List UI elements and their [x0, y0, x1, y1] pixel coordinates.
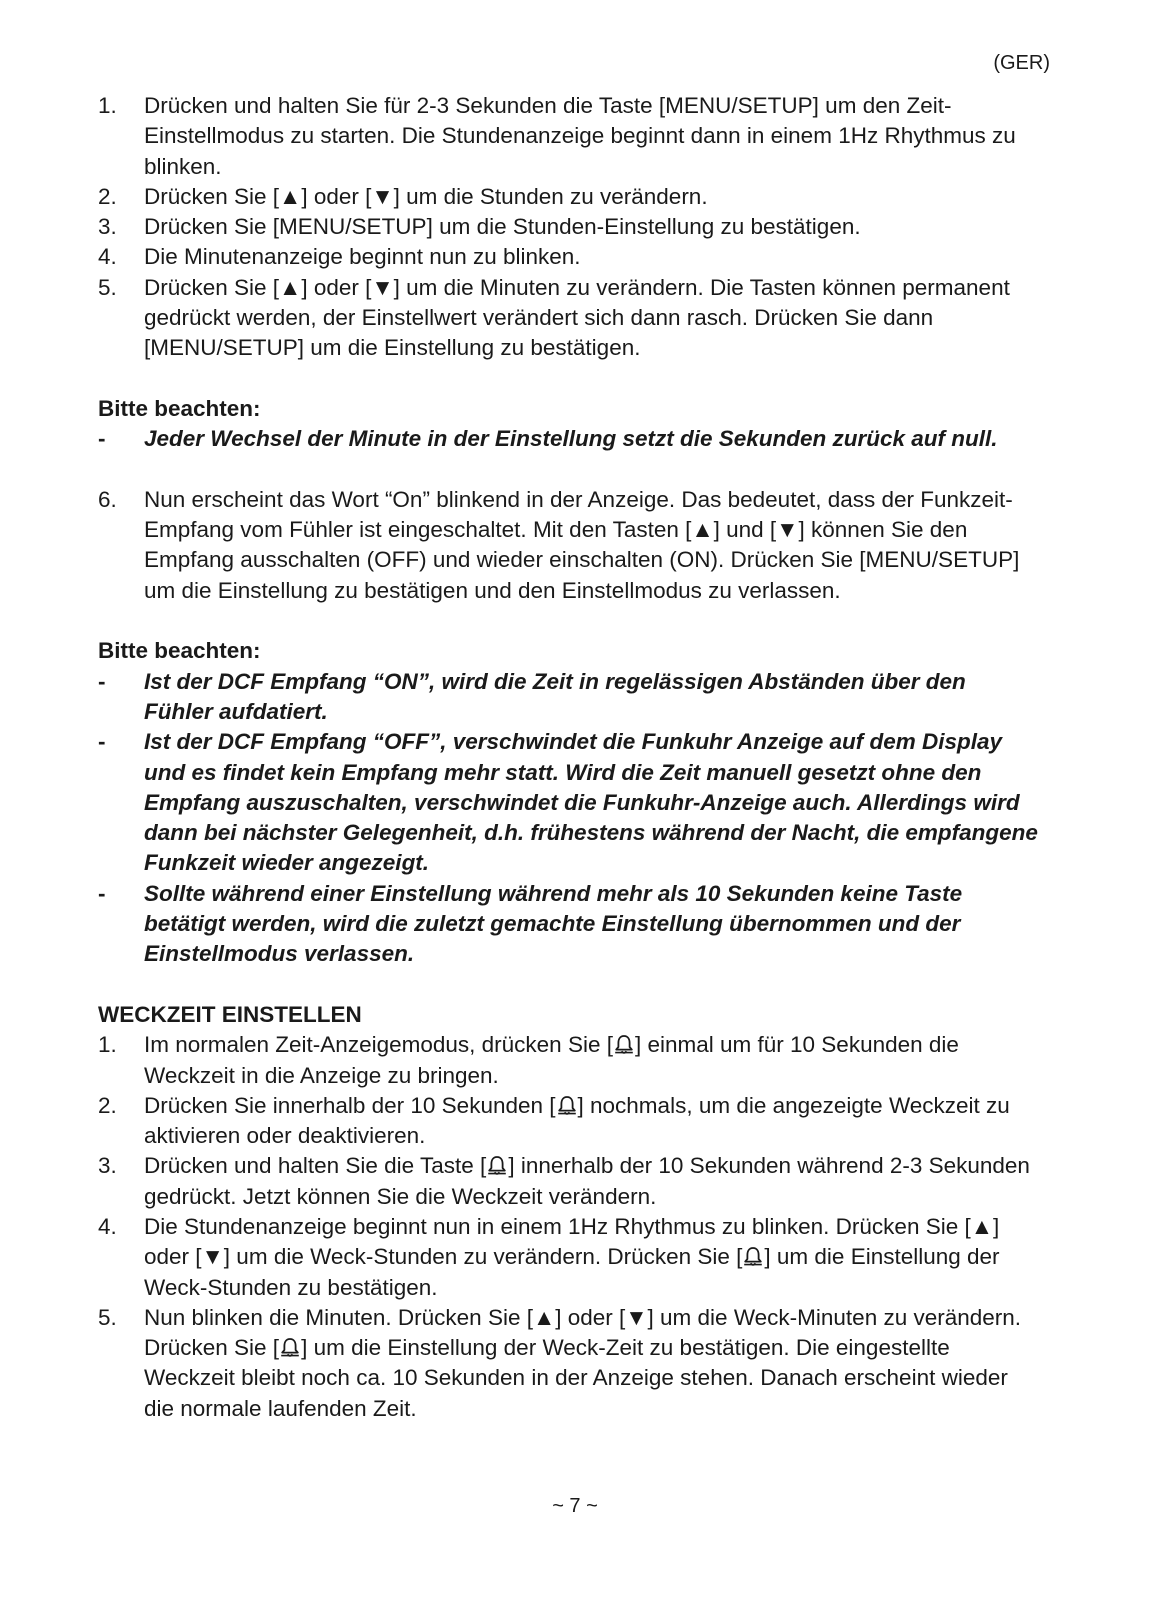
- bell-icon: [280, 1337, 300, 1359]
- list-item: [98, 727, 1038, 878]
- list-item: [98, 91, 1038, 182]
- step-text: [144, 1030, 1038, 1091]
- bell-icon: [743, 1246, 763, 1268]
- note-text: Sollte während einer Einstellung während mehr als 10 Sekunden keine Taste betätigt werden, wird die zuletzt gemachte Einstellung übernommen und der Einstellmodus verlassen.: [144, 880, 963, 967]
- step-number: 4.: [98, 244, 117, 270]
- time-setting-steps: [98, 91, 1038, 364]
- step-number: 2.: [98, 183, 117, 209]
- list-item: [98, 879, 1038, 970]
- step-text: Die Minutenanzeige beginnt nun zu blinken.: [144, 244, 581, 270]
- step-number: 3.: [98, 214, 117, 240]
- list-item: [98, 273, 1038, 364]
- spacer: [98, 970, 1038, 1000]
- step-text: [144, 1212, 1038, 1303]
- step-text-part: ] nochmals, um die angezeigte Weckzeit zu aktivieren oder deaktivieren.: [144, 1092, 1010, 1149]
- step-text: Drücken Sie [▲] oder [▼] um die Minuten zu verändern. Die Tasten können permanent gedrückt werden, der Einstellwert verändert sich dann rasch. Drücken Sie dann [MENU/SETUP] um die Einstellung zu bestätigen.: [144, 274, 1010, 361]
- step-number: 5.: [98, 274, 117, 300]
- list-item: [98, 485, 1038, 606]
- step-text-part: Nun blinken die Minuten. Drücken Sie [▲] oder [▼] um die Weck-Minuten zu verändern. Drücken Sie [: [144, 1304, 1022, 1361]
- bell-icon: [487, 1155, 507, 1177]
- note-text: Ist der DCF Empfang “OFF”, verschwindet die Funkuhr Anzeige auf dem Display und es findet kein Empfang mehr statt. Wird die Zeit manuell gesetzt ohne den Empfang auszuschalten, verschwindet die Funkuhr-Anzeige auch. Allerdings wird dann bei nächster Gelegenheit, d.h. frühestens während der Nacht, die empfangene Funkzeit wieder angezeigt.: [144, 729, 1038, 876]
- step-text: Drücken Sie [▲] oder [▼] um die Stunden zu verändern.: [144, 183, 708, 209]
- list-item: [98, 1303, 1038, 1424]
- step-text-part: ] um die Einstellung der Weck-Zeit zu bestätigen. Die eingestellte Weckzeit bleibt noch ca. 10 Sekunden in der Anzeige stehen. Danach erscheint wieder die normale laufenden Zeit.: [144, 1335, 1008, 1421]
- list-item: [98, 424, 1038, 454]
- bullet-dash: -: [98, 426, 106, 452]
- list-item: [98, 1030, 1038, 1091]
- step-text: [144, 1303, 1038, 1424]
- step-number: 1.: [98, 1032, 117, 1058]
- step-text-part: Im normalen Zeit-Anzeigemodus, drücken Sie [: [144, 1032, 613, 1058]
- step-text: [144, 1091, 1038, 1152]
- note-text: Ist der DCF Empfang “ON”, wird die Zeit in regelässigen Abständen über den Fühler aufdatiert.: [144, 668, 966, 724]
- reception-steps: [98, 485, 1038, 606]
- step-number: 4.: [98, 1213, 117, 1239]
- alarm-steps: [98, 1030, 1038, 1424]
- bullet-dash: -: [98, 668, 106, 694]
- note-heading: Bitte beachten:: [98, 395, 261, 421]
- spacer: [98, 606, 1038, 636]
- step-number: 6.: [98, 486, 117, 512]
- step-number: 2.: [98, 1092, 117, 1118]
- step-text-part: ] um die Einstellung der Weck-Stunden zu bestätigen.: [144, 1244, 1000, 1300]
- list-item: [98, 667, 1038, 728]
- list-item: [98, 1212, 1038, 1303]
- note-heading: Bitte beachten:: [98, 638, 261, 664]
- list-item: [98, 1091, 1038, 1152]
- list-item: [98, 212, 1038, 242]
- bullet-dash: -: [98, 729, 106, 755]
- manual-page-content: [98, 91, 1038, 1424]
- step-text-part: Drücken Sie innerhalb der 10 Sekunden [: [144, 1092, 556, 1118]
- step-number: 3.: [98, 1153, 117, 1179]
- step-text-part: ] innerhalb der 10 Sekunden während 2-3 Sekunden gedrückt. Jetzt können Sie die Weckzeit verändern.: [144, 1153, 1030, 1209]
- step-text: [144, 1151, 1038, 1212]
- bell-icon: [557, 1095, 577, 1117]
- bullet-dash: -: [98, 880, 106, 906]
- language-label: (GER): [993, 52, 1050, 74]
- step-text-part: Die Stundenanzeige beginnt nun in einem 1Hz Rhythmus zu blinken. Drücken Sie [▲] oder [▼] um die Weck-Stunden zu verändern. Drücken Sie [: [144, 1213, 1000, 1270]
- spacer: [98, 455, 1038, 485]
- section-title: WECKZEIT EINSTELLEN: [98, 1001, 362, 1027]
- step-text: Drücken Sie [MENU/SETUP] um die Stunden-Einstellung zu bestätigen.: [144, 214, 861, 240]
- step-text-part: ] einmal um für 10 Sekunden die Weckzeit in die Anzeige zu bringen.: [144, 1032, 959, 1088]
- note-text: Jeder Wechsel der Minute in der Einstellung setzt die Sekunden zurück auf null.: [144, 426, 998, 452]
- page-number: ~ 7 ~: [552, 1495, 598, 1517]
- list-item: [98, 1151, 1038, 1212]
- step-text: Drücken und halten Sie für 2-3 Sekunden die Taste [MENU/SETUP] um den Zeit-Einstellmodus zu starten. Die Stundenanzeige beginnt dann in einem 1Hz Rhythmus zu blinken.: [144, 93, 1016, 179]
- step-number: 1.: [98, 93, 117, 118]
- step-number: 5.: [98, 1304, 117, 1330]
- note-list: [98, 424, 1038, 454]
- note-list: [98, 667, 1038, 970]
- step-text: Nun erscheint das Wort “On” blinkend in der Anzeige. Das bedeutet, dass der Funkzeit-Empfang vom Fühler ist eingeschaltet. Mit den Tasten [▲] und [▼] können Sie den Empfang ausschalten (OFF) und wieder einschalten (ON). Drücken Sie [MENU/SETUP] um die Einstellung zu bestätigen und den Einstellmodus zu verlassen.: [144, 486, 1020, 603]
- list-item: [98, 242, 1038, 272]
- spacer: [98, 364, 1038, 394]
- bell-icon: [614, 1034, 634, 1056]
- step-text-part: Drücken und halten Sie die Taste [: [144, 1153, 487, 1179]
- list-item: [98, 182, 1038, 212]
